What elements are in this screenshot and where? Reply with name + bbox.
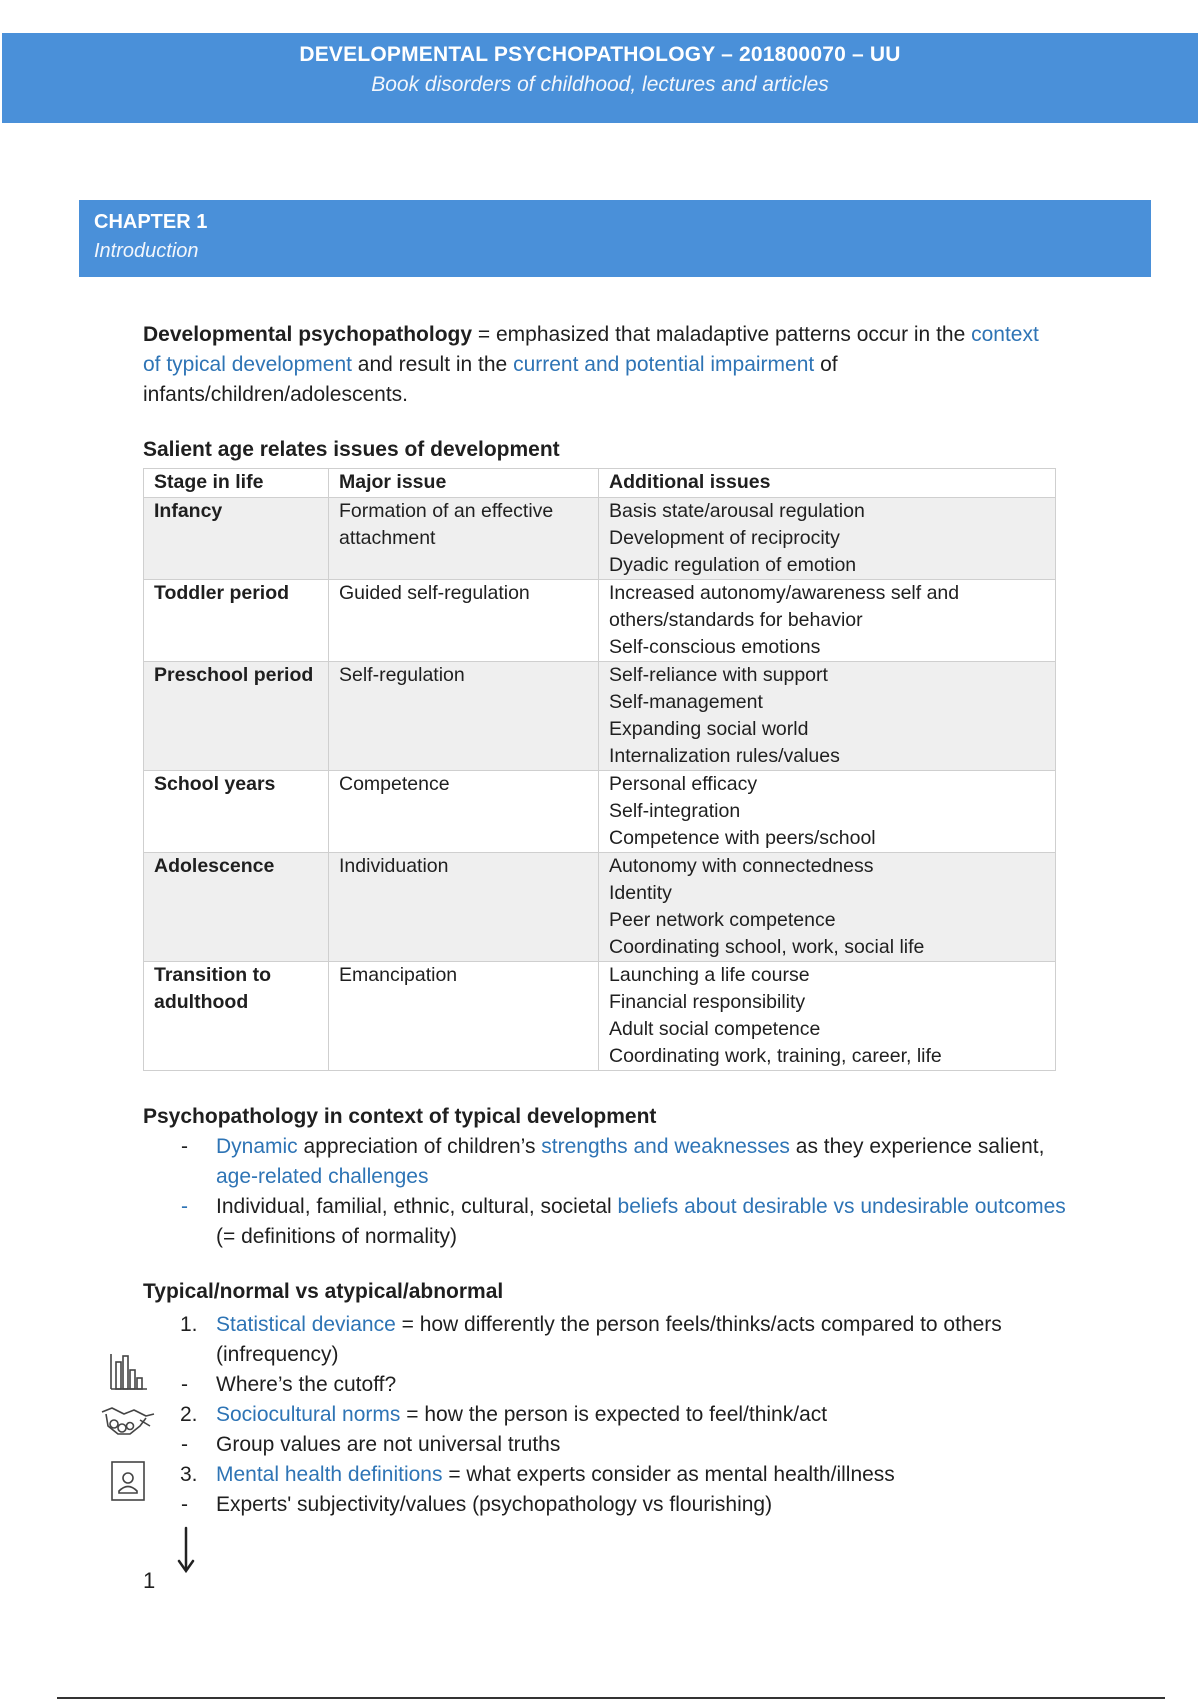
link-dynamic: Dynamic: [216, 1135, 298, 1158]
link-age-related: age-related challenges: [216, 1165, 429, 1188]
stage-cell: Preschool period: [144, 662, 329, 771]
handshake-icon: [100, 1400, 156, 1440]
stage-cell: Infancy: [144, 498, 329, 580]
list-text: Individual, familial, ethnic, cultural, societal: [216, 1195, 618, 1218]
table-header-stage: Stage in life: [144, 469, 329, 498]
additional-item: Personal efficacy: [609, 773, 758, 795]
list-subitem: [143, 1430, 1073, 1460]
intro-paragraph: [143, 320, 1043, 410]
additional-item: Coordinating work, training, career, life: [609, 1045, 942, 1067]
item-number: 2.: [180, 1403, 198, 1426]
item-number: 3.: [180, 1463, 198, 1486]
additional-item: Self-management: [609, 691, 763, 713]
list-text: appreciation of children’s: [297, 1135, 542, 1158]
additional-item: Basis state/arousal regulation: [609, 500, 865, 522]
major-cell: Individuation: [329, 853, 599, 962]
document-title: DEVELOPMENTAL PSYCHOPATHOLOGY – 201800070 – UU: [299, 43, 901, 66]
additional-item: Competence with peers/school: [609, 827, 876, 849]
stage-cell: Transition to adulthood: [144, 962, 329, 1071]
major-cell: Self-regulation: [329, 662, 599, 771]
bullet-dash: -: [181, 1195, 188, 1218]
arrow-down-icon: [176, 1526, 196, 1574]
table-row: [144, 853, 1056, 962]
list-item: [143, 1400, 1073, 1430]
intro-term: Developmental psychopathology: [143, 323, 473, 346]
list-text: (= definitions of normality): [216, 1225, 458, 1248]
additional-item: Self-conscious emotions: [609, 636, 821, 658]
intro-text-3: of infants/children/adolescents.: [143, 353, 838, 406]
additional-item: Autonomy with connectedness: [609, 855, 874, 877]
list-text: = how differently the person feels/thinks/acts compared to others (infrequency): [216, 1313, 1002, 1366]
bullet-dash: -: [181, 1135, 188, 1158]
table-row: [144, 962, 1056, 1071]
major-cell: Emancipation: [329, 962, 599, 1071]
typical-list: [143, 1310, 1073, 1520]
additional-item: Development of reciprocity: [609, 527, 840, 549]
major-cell: Guided self-regulation: [329, 580, 599, 662]
additional-item: Launching a life course: [609, 964, 810, 986]
intro-link-typical-development: context of typical development: [143, 323, 1039, 376]
item-number: 1.: [180, 1313, 198, 1336]
stage-cell: Adolescence: [144, 853, 329, 962]
list-text: Where’s the cutoff?: [216, 1373, 397, 1396]
list-text: as they experience salient,: [789, 1135, 1045, 1158]
table-title: Salient age relates issues of development: [143, 438, 560, 461]
additional-item: Self-integration: [609, 800, 741, 822]
intro-text-1: = emphasized that maladaptive patterns occur in the: [472, 323, 972, 346]
development-issues-table: [143, 468, 1056, 1071]
page-number: 1: [143, 1568, 156, 1593]
term-statistical-deviance: Statistical deviance: [216, 1313, 396, 1336]
additional-item: Coordinating school, work, social life: [609, 936, 925, 958]
list-item: [143, 1310, 1073, 1370]
additional-item: Increased autonomy/awareness self and others/standards for behavior: [609, 582, 960, 631]
additional-item: Internalization rules/values: [609, 745, 840, 767]
table-header-major: Major issue: [329, 469, 599, 498]
stage-cell: School years: [144, 771, 329, 853]
bullet-dash: -: [181, 1493, 188, 1516]
additional-item: Financial responsibility: [609, 991, 806, 1013]
context-list: [143, 1132, 1073, 1252]
term-sociocultural-norms: Sociocultural norms: [216, 1403, 401, 1426]
list-text: Experts' subjectivity/values (psychopathology vs flourishing): [216, 1493, 773, 1516]
list-item: [143, 1460, 1073, 1490]
chapter-banner: [79, 200, 1151, 277]
list-subitem: [143, 1490, 1073, 1520]
table-row: [144, 662, 1056, 771]
additional-cell: [599, 962, 1056, 1071]
intro-text-2: and result in the: [351, 353, 514, 376]
major-cell: Competence: [329, 771, 599, 853]
footer-divider: [57, 1697, 1165, 1699]
additional-item: Self-reliance with support: [609, 664, 828, 686]
chapter-label: CHAPTER 1: [94, 211, 208, 233]
additional-cell: [599, 853, 1056, 962]
document-subtitle: Book disorders of childhood, lectures and articles: [371, 73, 829, 96]
additional-cell: [599, 771, 1056, 853]
major-cell: Formation of an effective attachment: [329, 498, 599, 580]
additional-item: Expanding social world: [609, 718, 809, 740]
table-row: [144, 498, 1056, 580]
bullet-dash: -: [181, 1433, 188, 1456]
stage-cell: Toddler period: [144, 580, 329, 662]
table-header-row: [144, 469, 1056, 498]
typical-section-title: Typical/normal vs atypical/abnormal: [143, 1280, 504, 1303]
list-item: [143, 1192, 1073, 1252]
table-header-additional: Additional issues: [599, 469, 1056, 498]
additional-item: Peer network competence: [609, 909, 836, 931]
list-text: = what experts consider as mental health/illness: [442, 1463, 895, 1486]
additional-cell: [599, 498, 1056, 580]
list-item: [143, 1132, 1073, 1192]
additional-cell: [599, 662, 1056, 771]
link-strengths: strengths and weaknesses: [541, 1135, 790, 1158]
chapter-title: Introduction: [94, 240, 199, 262]
table-row: [144, 580, 1056, 662]
additional-item: Identity: [609, 882, 672, 904]
list-subitem: [143, 1370, 1073, 1400]
document-header: [2, 33, 1198, 123]
list-text: = how the person is expected to feel/think/act: [400, 1403, 828, 1426]
bar-chart-icon: [108, 1352, 148, 1392]
context-section-title: Psychopathology in context of typical development: [143, 1105, 657, 1128]
additional-cell: [599, 580, 1056, 662]
bullet-dash: -: [181, 1373, 188, 1396]
additional-item: Adult social competence: [609, 1018, 821, 1040]
id-card-icon: [110, 1460, 146, 1502]
list-text: Group values are not universal truths: [216, 1433, 561, 1456]
intro-link-impairment: current and potential impairment: [513, 353, 815, 376]
term-mental-health-definitions: Mental health definitions: [216, 1463, 443, 1486]
table-row: [144, 771, 1056, 853]
link-beliefs: beliefs about desirable vs undesirable outcomes: [617, 1195, 1066, 1218]
additional-item: Dyadic regulation of emotion: [609, 554, 857, 576]
